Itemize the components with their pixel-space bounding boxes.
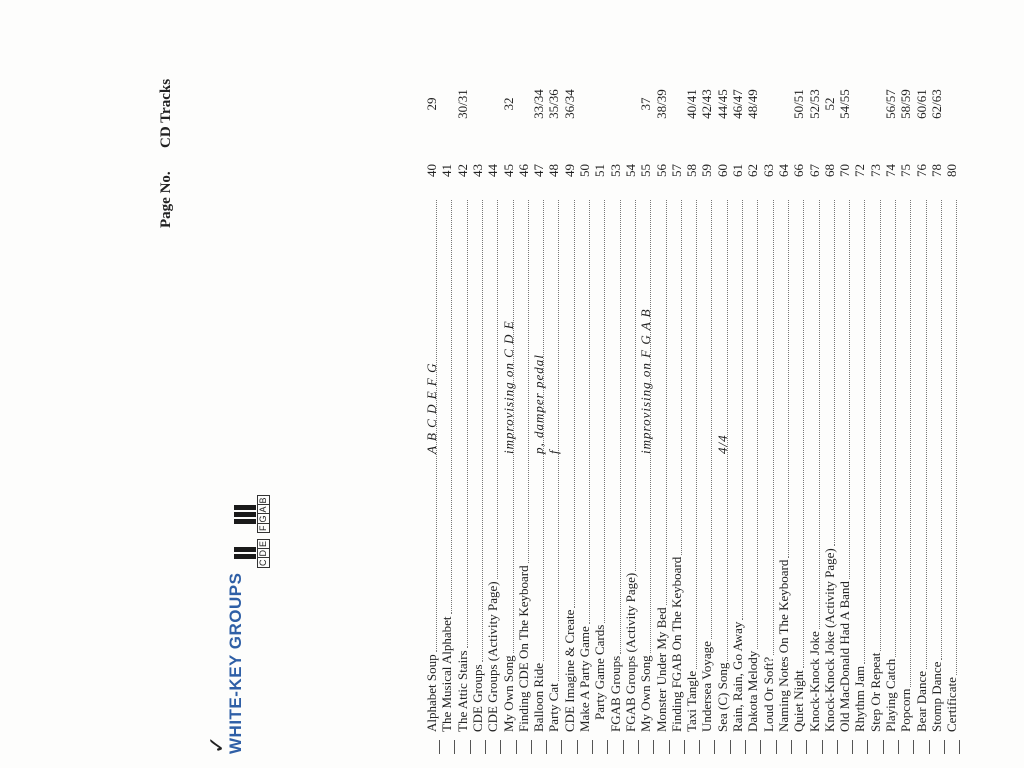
- list-item: [821, 24, 838, 754]
- checkbox-line: [489, 740, 501, 754]
- checkbox-line: [749, 740, 761, 754]
- cd-track: 58/59: [898, 89, 914, 119]
- entry-note: A B C D E F G: [424, 362, 439, 454]
- checkbox-line: [673, 740, 685, 754]
- page-number: 68: [821, 164, 837, 177]
- page-number: 73: [867, 164, 883, 177]
- key-label: E: [258, 540, 268, 547]
- list-item: [441, 24, 455, 754]
- rotated-content: [144, 0, 974, 768]
- entry-title: Alphabet Soup: [424, 654, 439, 732]
- checkbox-line: [642, 740, 654, 754]
- page-number: 53: [607, 164, 623, 177]
- checkbox-line: [856, 740, 868, 754]
- leader-dots: [497, 200, 498, 579]
- leader-dots: [788, 200, 789, 558]
- key-label: C: [258, 559, 268, 566]
- entry-title: Loud Or Soft?: [760, 656, 776, 732]
- checkbox-line: [520, 740, 532, 754]
- key-label: G: [258, 515, 268, 523]
- cd-track: 46/47: [730, 89, 745, 119]
- list-item: [885, 24, 899, 754]
- page-number: 41: [439, 164, 455, 177]
- cd-track: 29: [424, 97, 439, 111]
- list-item: [607, 24, 624, 754]
- cd-track: 52: [821, 97, 837, 111]
- page-number: 60: [714, 164, 730, 177]
- checkbox-line: [688, 740, 700, 754]
- entry-title: FGAB Groups: [607, 655, 623, 732]
- list-item: [900, 24, 914, 754]
- cd-track: 54/55: [837, 89, 853, 119]
- list-item: [775, 24, 792, 754]
- cd-track: 62/63: [928, 89, 944, 119]
- entry-title: Rhythm Jam: [852, 665, 868, 732]
- list-item: [747, 24, 761, 754]
- list-item: [760, 24, 777, 754]
- entry-note: 4/4: [714, 434, 730, 454]
- page-number: 64: [775, 164, 791, 177]
- list-item: [928, 24, 945, 754]
- page-number: 57: [668, 164, 684, 177]
- page-number: 75: [898, 164, 914, 177]
- leader-dots: [803, 200, 804, 668]
- page-number: 62: [745, 164, 761, 177]
- list-item: [946, 24, 960, 754]
- cd-track: 35/36: [546, 89, 562, 119]
- list-item: [913, 24, 930, 754]
- leader-dots: [880, 200, 881, 651]
- list-item: [640, 24, 654, 754]
- page-number: 51: [592, 164, 608, 177]
- checkbox-line: [795, 740, 807, 754]
- keyboard-cde-icon: [234, 539, 270, 568]
- list-item: [793, 24, 807, 754]
- list-item: [515, 24, 532, 754]
- page-number: 54: [622, 164, 638, 177]
- leader-dots: [589, 200, 590, 624]
- entry-title: Balloon Ride: [531, 663, 547, 732]
- leader-dots: [864, 200, 865, 664]
- entry-title: CDE Groups: [469, 664, 485, 732]
- entry-title: Finding FGAB On The Keyboard: [668, 556, 684, 732]
- page-number: 63: [760, 164, 776, 177]
- entry-title: FGAB Groups (Activity Page): [622, 572, 638, 732]
- leader-dots: [635, 200, 636, 571]
- entry-title: Rain, Rain, Go Away: [730, 621, 745, 732]
- entry-title: Popcorn: [898, 688, 914, 732]
- checkbox-line: [918, 740, 930, 754]
- leader-dots: [467, 200, 468, 648]
- leader-dots: [773, 200, 774, 655]
- page-number: 46: [515, 164, 531, 177]
- list-item: [426, 24, 440, 754]
- list-item: [867, 24, 884, 754]
- leader-dots: [574, 200, 575, 608]
- list-item: [653, 24, 670, 754]
- list-item: [579, 24, 593, 754]
- checkbox-line: [811, 740, 823, 754]
- checkbox-line: [443, 740, 455, 754]
- page-no-header: Page No.: [158, 171, 174, 228]
- leader-dots: [666, 200, 667, 605]
- leader-dots: [604, 200, 605, 623]
- list-item: [839, 24, 853, 754]
- entry-title: The Musical Alphabet: [439, 616, 455, 732]
- checkbox-line: [765, 740, 777, 754]
- cd-track: 56/57: [883, 89, 898, 119]
- checkbox-line: [627, 740, 639, 754]
- list-item: [701, 24, 715, 754]
- list-item: [806, 24, 823, 754]
- entry-title: My Own Song: [638, 655, 654, 732]
- checkbox-line: [596, 740, 608, 754]
- list-item: [454, 24, 471, 754]
- checkbox-line: [734, 740, 746, 754]
- leader-dots: [681, 200, 682, 555]
- leader-dots: [451, 200, 452, 614]
- checkbox-line: [933, 740, 945, 754]
- entry-note: p, damper pedal: [531, 354, 547, 454]
- page-number: 76: [913, 164, 929, 177]
- entry-note: f: [546, 449, 562, 454]
- list-item: [686, 24, 700, 754]
- leader-dots: [696, 200, 697, 669]
- entry-title: Dakota Melody: [745, 650, 761, 732]
- section-title: WHITE-KEY GROUPS: [226, 572, 245, 754]
- list-item: [714, 24, 731, 754]
- list-item: [500, 24, 517, 754]
- list-item: [668, 24, 685, 754]
- cd-track: 30/31: [454, 89, 470, 119]
- page-number: 56: [653, 164, 669, 177]
- page-number: 47: [531, 164, 547, 177]
- checkmark-icon: ✓: [204, 735, 229, 754]
- checkbox-line: [902, 740, 914, 754]
- page-number: 59: [699, 164, 715, 177]
- entry-title: Make A Party Game: [577, 626, 592, 732]
- checkbox-line: [887, 740, 899, 754]
- cd-track: 33/34: [531, 89, 547, 119]
- page-number: 70: [837, 164, 853, 177]
- cd-track: 40/41: [684, 89, 700, 119]
- cd-track: 48/49: [745, 89, 761, 119]
- leader-dots: [482, 200, 483, 662]
- checkbox-line: [719, 740, 731, 754]
- leader-dots: [941, 200, 942, 660]
- cd-tracks-header: CD Tracks: [158, 78, 174, 148]
- checkbox-line: [566, 740, 578, 754]
- checkbox-line: [658, 740, 670, 754]
- leader-dots: [742, 200, 743, 620]
- entry-title: Step Or Repeat: [867, 652, 883, 732]
- page-number: 55: [638, 164, 654, 177]
- page-number: 74: [883, 164, 898, 177]
- leader-dots: [727, 200, 728, 661]
- entry-title: Monster Under My Bed: [653, 607, 669, 732]
- checkbox-line: [841, 740, 853, 754]
- cd-track: 50/51: [791, 89, 807, 119]
- checkbox-line: [612, 740, 624, 754]
- entry-title: Taxi Tangle: [684, 670, 700, 732]
- entry-title: CDE Groups (Activity Page): [485, 581, 501, 732]
- checkbox-line: [826, 740, 838, 754]
- leader-dots: [558, 200, 559, 681]
- leader-dots: [910, 200, 911, 687]
- page-number: 49: [561, 164, 577, 177]
- entry-note: improvising on C D E: [500, 320, 516, 454]
- page-number: 61: [730, 164, 745, 177]
- checkbox-line: [505, 740, 517, 754]
- key-label: A: [258, 506, 268, 513]
- entry-title: Playing Catch: [883, 658, 898, 732]
- checkbox-line: [948, 740, 960, 754]
- cd-track: 44/45: [714, 89, 730, 119]
- checkbox-line: [550, 740, 562, 754]
- entry-title: Party Game Cards: [592, 624, 608, 720]
- checkbox-line: [703, 740, 715, 754]
- page-number: 80: [944, 164, 960, 177]
- entry-note: improvising on F G A B: [638, 308, 654, 454]
- page-number: 43: [469, 164, 485, 177]
- entry-title: Naming Notes On The Keyboard: [775, 559, 791, 732]
- entry-title: Knock-Knock Joke: [806, 631, 822, 732]
- leader-dots: [926, 200, 927, 669]
- list-item: [548, 24, 562, 754]
- cd-track: 32: [500, 97, 516, 111]
- checkbox-line: [459, 740, 471, 754]
- cd-track: 36/34: [561, 89, 577, 119]
- cd-track: 52/53: [806, 89, 822, 119]
- leader-dots: [620, 200, 621, 654]
- keyboard-fgab-icon: [234, 495, 270, 533]
- entry-title: Sea (C) Song: [714, 662, 730, 732]
- key-label: F: [258, 525, 268, 531]
- entry-title: Party Cat: [546, 683, 562, 732]
- list-item: [487, 24, 501, 754]
- leader-dots: [834, 200, 835, 546]
- leader-dots: [849, 200, 850, 579]
- page-number: 40: [424, 164, 439, 177]
- entry-title: Finding CDE On The Keyboard: [515, 565, 531, 732]
- page-number: 66: [791, 164, 807, 177]
- cd-track: 38/39: [653, 89, 669, 119]
- entry-title: Certificate: [944, 677, 960, 732]
- entry-title: The Attic Stairs: [454, 650, 470, 732]
- entry-title: My Own Song: [500, 655, 516, 732]
- list-item: [533, 24, 547, 754]
- leader-dots: [895, 200, 896, 657]
- list-item: [561, 24, 578, 754]
- key-label: B: [258, 497, 268, 504]
- leader-dots: [528, 200, 529, 563]
- leader-dots: [711, 200, 712, 639]
- entry-title: CDE Imagine & Create: [561, 609, 577, 732]
- cd-track: 37: [638, 97, 654, 111]
- checkbox-line: [428, 740, 440, 754]
- page-number: 72: [852, 164, 868, 177]
- list-item: [854, 24, 868, 754]
- page-number: 45: [500, 164, 516, 177]
- page-number: 48: [546, 164, 562, 177]
- leader-dots: [757, 200, 758, 649]
- entry-title: Undersea Voyage: [699, 641, 715, 732]
- page-number: 44: [485, 164, 501, 177]
- checkbox-line: [581, 740, 593, 754]
- page-number: 42: [454, 164, 470, 177]
- cd-track: 60/61: [913, 89, 929, 119]
- key-label: D: [258, 550, 268, 557]
- list-item: [469, 24, 486, 754]
- entry-title: Knock-Knock Joke (Activity Page): [821, 548, 837, 732]
- entry-title: Stomp Dance: [928, 661, 944, 732]
- page-number: 58: [684, 164, 700, 177]
- entry-title: Quiet Night: [791, 670, 807, 732]
- page-number: 67: [806, 164, 822, 177]
- leader-dots: [819, 200, 820, 629]
- page-number: 78: [928, 164, 944, 177]
- checkbox-line: [780, 740, 792, 754]
- checkbox-line: [474, 740, 486, 754]
- entry-title: Bear Dance: [913, 671, 929, 732]
- leader-dots: [956, 200, 957, 675]
- checkbox-line: [535, 740, 547, 754]
- cd-track: 42/43: [699, 89, 715, 119]
- entry-title: Old MacDonald Had A Band: [837, 581, 853, 732]
- checkbox-line: [872, 740, 884, 754]
- list-item: [594, 24, 608, 754]
- page-number: 50: [577, 164, 592, 177]
- list-item: [732, 24, 746, 754]
- list-item: [622, 24, 639, 754]
